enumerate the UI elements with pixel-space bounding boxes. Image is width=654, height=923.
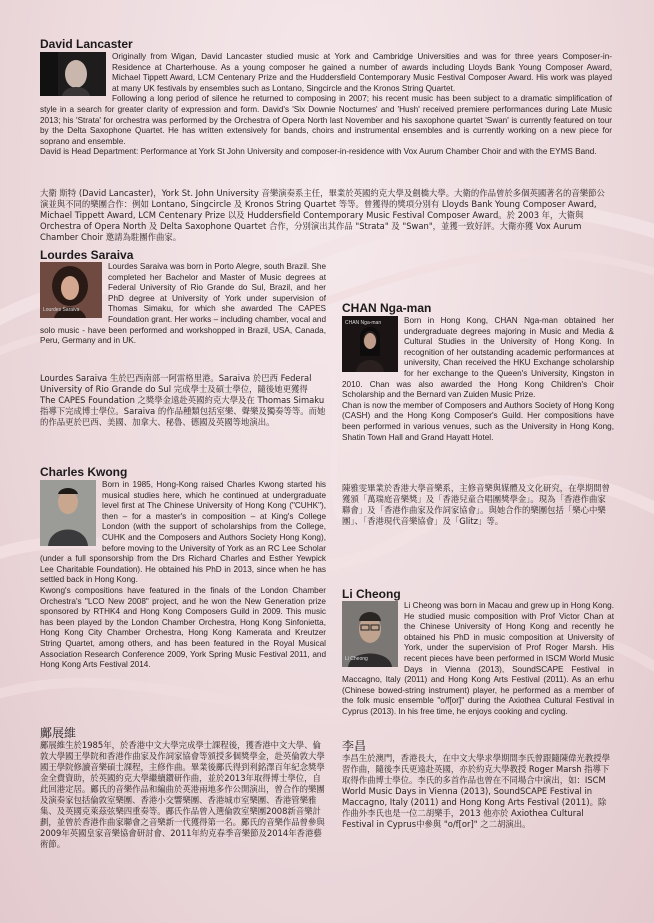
lourdes-photo [40,262,102,318]
li-bio-text: Li Cheong was born in Macau and grew up in Hong Kong. He studied music composition with Prof Victor Chan at the Chinese University of Hong Kong and recently he obtained his PhD in music composition at University of York, under the supervision of Prof Roger Marsh. His recent pieces have been performed in ISCM World Music Days in Vienna (2013), SoundSCAPE Festival in Maccagno, Italy (2011) and Hong Kong Arts Festival (2011). As an erhu (Chinese bowed-string instrument) player, he performed as a member of the folk music ensemble "o/f[or]" during the Axiothea Cultural Festival in Cyprus (2013). In his free time, he enjoys cooking and cycling. [342,601,614,716]
chan-bio [342,316,614,443]
david-bio [40,52,612,158]
charles-name: Charles Kwong [40,465,128,479]
david-bio-zh: 大衛 斯特 (David Lancaster)，York St. John University 音樂演奏系主任，畢業於英國約克大學及劍橋大學。大衛的作品曾於多個英國著名的音樂節公演並與不同的樂團合作：例如 Lontano, Singcircle 及 Kronos String Quartet 等等。曾獲得的獎項分別有 Lloyds Bank Young Composer Award, Michael Tippett Award, LCM Centenary Prize 以及 Huddersfield Contemporary Music Festival Composer Award。於 2003 年，大衛與 Orchestra of Opera North 及 Delta Saxophone Quartet 合作，分別演出其作品 "Strata" 及 "Swan"，並獲一致好評。大衛亦獲 Vox Aurum Chamber Choir 邀請為駐團作曲家。 [40,188,605,242]
david-photo [40,52,106,96]
lourdes-bio-text: Lourdes Saraiva was born in Porto Alegre, south Brazil. She completed her Bachelor and Master of Music degrees at Federal University of Rio Grande do Sul, Brazil, and her PhD degree at University of York under supervision of Thomas Simaku, for which she awarded The CAPES Foundation grant. Her works – including chamber, vocal and solo music - have been performed and workshopped in Brazil, USA, Canada, Peru, Germany and in UK. [40,262,326,346]
david-bio-text-3: David is Head Department: Performance at York St John University and composer-in-residence with Vox Aurum Chamber Choir and with the EYMS Band. [40,147,597,157]
charles-bio [40,480,326,671]
charles-bio-zh: 鄺展維生於1985年，於香港中文大學完成學士課程後，獲香港中文大學、倫敦大學國王學院和香港作曲家及作詞家協會等頒授多個獎學金，赴英倫敦大學國王學院修讀音樂碩士課程，主修作曲。畢業後鄺氏得到利銘澤百年紀念獎學金全費資助，於英國約克大學繼續鑽研作曲，並於2013年取得博士學位，自此回港定居。鄺氏的音樂作品和編曲於英港兩地多作公開演出，曾合作的樂團及演奏家包括倫敦室樂團、香港小交響樂團、香港城市室樂團、香港管樂雅集、及英國克萊茲弦樂四重奏等。鄺氏作品曾入選倫敦室樂團2008新音樂計劃，並曾於香港作曲家聯會之音樂新一代獲得第一名。鄺氏的音樂作品曾參與2009年英國皇家音樂協會研討會、2011年約克春季音樂節及2014年香港藝術節。 [40,740,325,849]
li-photo-caption: Li Cheong [345,656,368,663]
chan-name: CHAN Nga-man [342,301,432,315]
chan-photo [342,316,398,372]
li-photo [342,601,398,667]
chan-bio-text-2: Chan is now the member of Composers and Authors Society of Hong Kong (CASH) and the Hong Kong Composer's Guild. Her compositions have been performed in various venues, such as the University in Hong Kong, Shatin Town Hall and Grand Hayatt Hotel. [342,400,614,442]
charles-bio-text: Born in 1985, Hong-Kong raised Charles Kwong started his musical studies here, which he continued at undergraduate level first at The Chinese University of Hong Kong ("CUHK"), then – for a master's in composition – at King's College London (with the support of scholarships from the College, CUHK and the Composers and Authors Society Hong Kong), before moving to the University of York as an RC Lee Scholar (under a full sponsorship from the Drs Richard Charles and Esther Yewpick Lee Charitable Foundation). He obtained his PhD in 2013, since when he has settled back in Hong Kong. [40,480,326,585]
david-name: David Lancaster [40,37,133,51]
david-bio-text-2: Following a long period of silence he returned to composing in 2007; his recent music has been subject to a dramatic simplification of style in a search for greater clarity of expression and form. David's 'Six Downie Nocturnes' and 'Hush' received premiere performances during Late Music 2013; his 'Strata' for orchestra was performed by the Orchestra of Opera North last November and his saxophone quartet 'Swan' is currently featured on tour by the Delta Saxophone Quartet. He has written extensively for bands, choirs and instrumental ensembles and is currently working on a new piece for soprano and ensemble. [40,94,612,146]
david-bio-text-1: Originally from Wigan, David Lancaster studied music at York and Cambridge Universities and was for three years Composer-in-Residence at Charterhouse. As a young composer he gained a number of awards including Lloyds Bank Young Composer Award, Michael Tippett Award, LCM Centenary Prize and the Huddersfield Contemporary Music Festival Composer Award. His work was played at many UK festivals by ensembles such as Lontano, Singcircle and the Kronos String Quartet. [112,52,612,93]
li-bio-zh: 李昌生於澳門，香港長大，在中文大學求學期間李氏曾跟隨陳偉光教授學習作曲，隨後李氏更遠赴英國，亦於約克大學教授 Roger Marsh 指導下取得作曲博士學位。李氏的多首作品也曾在不同場合中演出，如：ISCM World Music Days in Vienna (2013), SoundSCAPE Festival in Maccagno, Italy (2011) and Hong Kong Arts Festival (2011)。除作曲外李氏也是一位二胡樂手，2013 他亦於 Axiothea Cultural Festival in Cyprus中參與 "o/f[or]" 之二胡演出。 [342,753,610,829]
li-name: Li Cheong [342,587,401,601]
lourdes-bio [40,262,326,347]
lourdes-bio-zh: Lourdes Saraiva 生於巴西南部一阿雷格里港。Saraiva 於巴西 Federal University of Rio Grande do Sul 完成學士及碩士學位，隨後她更獲得 The CAPES Foundation 之獎學金遠赴英國約克大學及在 Thomas Simaku 指導下完成博士學位。Saraiva 的作品種類包括室樂、聲樂及獨奏等等。而她的作品更於巴西、美國、加拿大、秘魯、德國及英國等地演出。 [40,373,326,427]
li-bio [342,601,614,718]
chan-bio-zh: 陳雅雯畢業於香港大學音樂系，主修音樂與媒體及文化研究，在學期間曾獲頒「萬瑞庭音樂獎」及「香港兒童合唱團獎學金」。現為「香港作曲家聯會」及「香港作曲家及作詞家協會」。與她合作的樂團包括「樂心中樂團」、「香港現代音樂協會」及「Glitz」等。 [342,483,610,526]
chan-bio-text: Born in Hong Kong, CHAN Nga-man obtained her undergraduate degrees majoring in Music and Media & Cultural Studies in the University of Hong Kong. In recognition of her outstanding academic performances at university, Chan received the HKU Exchange scholarship for her exchange to the Queen's University, Kingston in 2010. Chan was also awarded the Hong Kong Children's Choir Scholarship and the Bernard van Zuiden Music Prize. [342,316,614,400]
charles-bio-text-2: Kwong's compositions have featured in the finals of the London Chamber Orchestra's "LCO New 2008" project, and he won the New Generation prize sponsored by RTHK4 and Hong Kong Composers Guild in 2009. This music has been played by the London Chamber Orchestra, Hong Kong Sinfonietta, Hong Kong City Chamber Orchestra, Hong Kong Kamerata and Kreutzer String Quartet, among others, and has been featured in the Royal Musical Association Research Conference 2009, York Spring Music Festival 2011, and Hong Kong Arts Festival 2014. [40,585,326,670]
charles-photo [40,480,96,546]
chan-photo-caption: CHAN Nga-man [345,320,382,326]
charles-name-zh: 鄺展維 [40,726,77,740]
li-name-zh: 李昌 [342,739,367,753]
lourdes-name: Lourdes Saraiva [40,248,134,262]
lourdes-photo-caption: Lourdes Saraiva [43,307,80,314]
